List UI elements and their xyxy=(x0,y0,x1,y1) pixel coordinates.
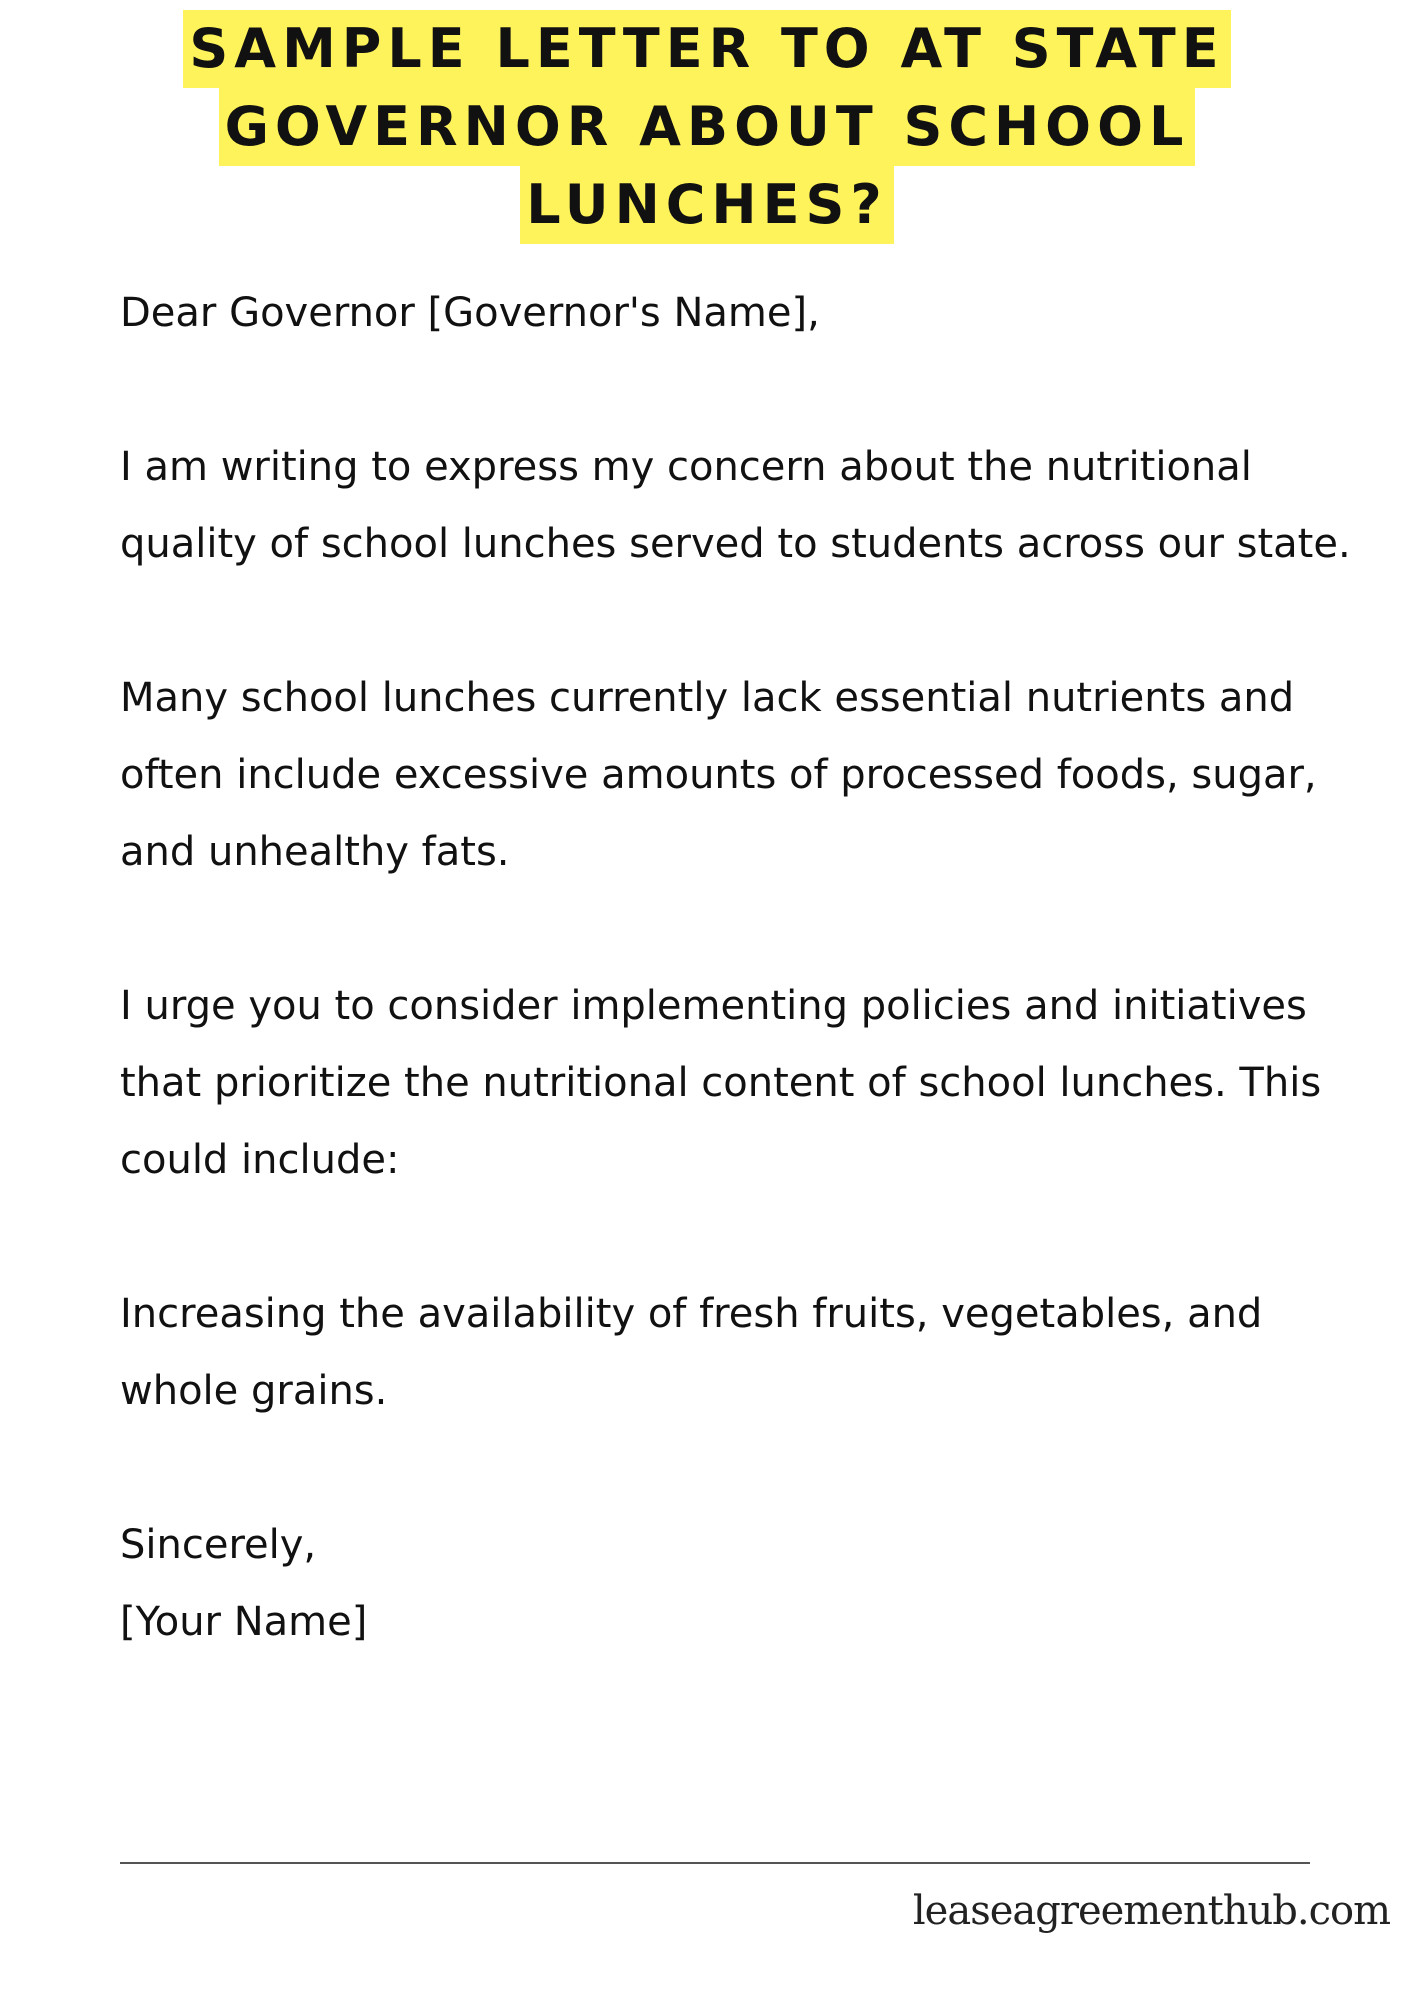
footer-divider xyxy=(120,1862,1310,1864)
paragraph-nutrients: Many school lunches currently lack essential nutrients and often include excessive amounts of processed foods, sugar, and unhealthy fats. xyxy=(120,675,1317,875)
paragraph-concern: I am writing to express my concern about the nutritional quality of school lunches served to students across our state. xyxy=(120,444,1351,567)
salutation: Dear Governor [Governor's Name], xyxy=(120,290,820,336)
title-line-3: LUNCHES? xyxy=(520,166,893,244)
title-line-2: GOVERNOR ABOUT SCHOOL xyxy=(219,88,1196,166)
closing: Sincerely, xyxy=(120,1522,317,1568)
paragraph-fresh-foods: Increasing the availability of fresh fruits, vegetables, and whole grains. xyxy=(120,1291,1263,1414)
site-watermark: leaseagreementhub.com xyxy=(912,1888,1390,1934)
letter-body xyxy=(120,275,1360,1661)
title-line-1: SAMPLE LETTER TO AT STATE xyxy=(183,10,1230,88)
page-title xyxy=(0,10,1414,244)
paragraph-policies: I urge you to consider implementing policies and initiatives that prioritize the nutritional content of school lunches. This could include: xyxy=(120,983,1322,1183)
signature: [Your Name] xyxy=(120,1599,368,1645)
